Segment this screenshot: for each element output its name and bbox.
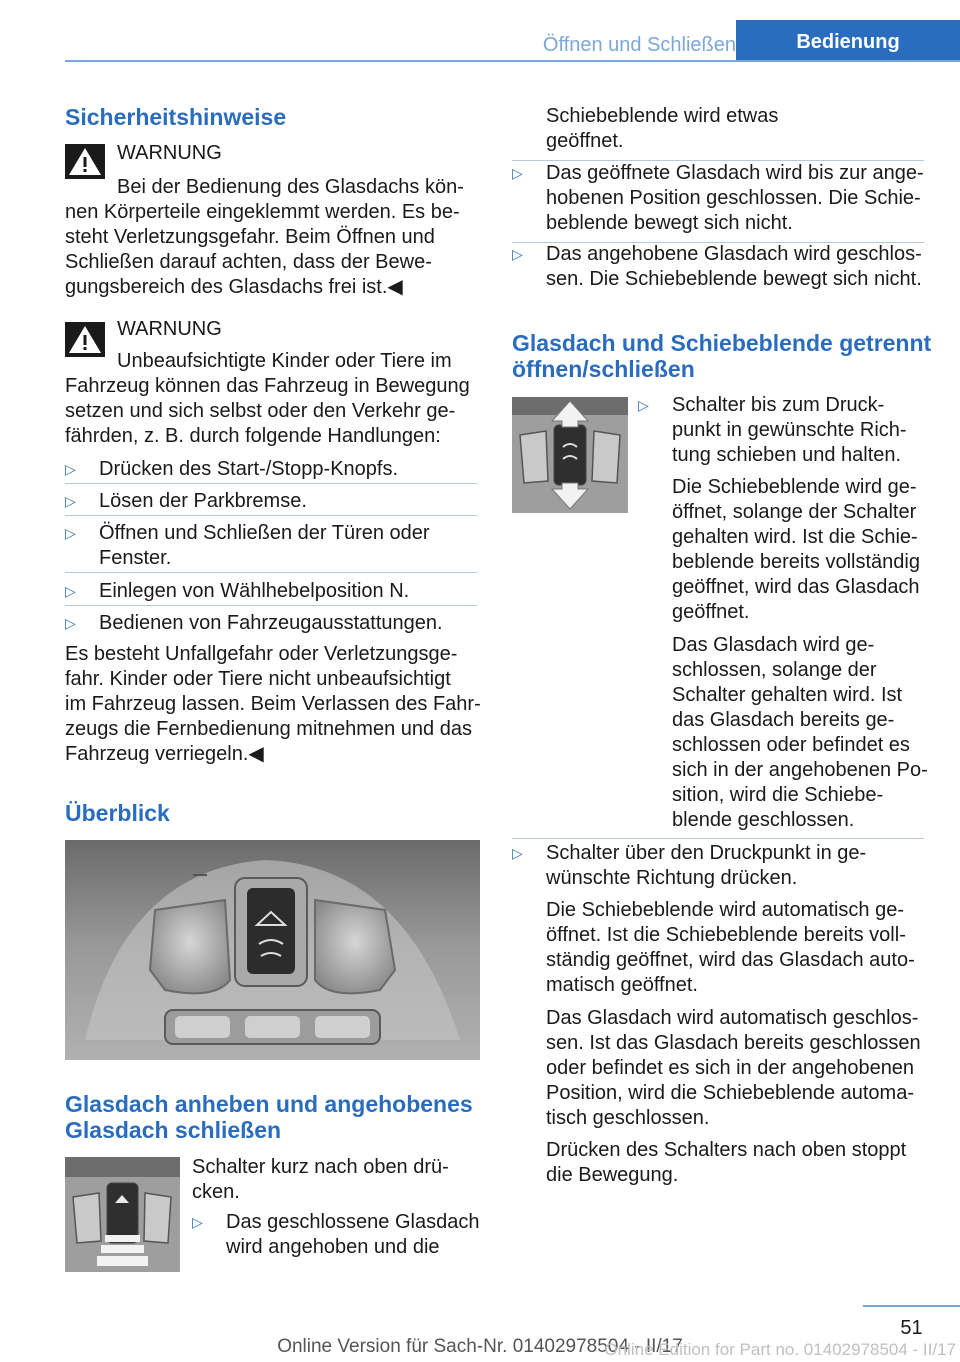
triangle-bullet-icon: ▷ xyxy=(638,397,649,413)
header-section-title: Öffnen und Schließen xyxy=(542,34,736,56)
triangle-bullet-icon: ▷ xyxy=(65,493,76,509)
list-divider xyxy=(65,483,477,484)
list-divider xyxy=(65,515,477,516)
heading-ueberblick: Überblick xyxy=(65,800,170,826)
online-version-footer: Online Version für Sach-Nr. 01402978504 - II/17 xyxy=(277,1336,683,1357)
overhead-console-photo xyxy=(65,840,480,1060)
triangle-bullet-icon: ▷ xyxy=(192,1214,203,1230)
warning-icon xyxy=(65,144,105,179)
warning-conclusion: Es besteht Unfallgefahr oder Verletzungsge- fahr. Kinder oder Tiere nicht unbeaufsichtigt im Fahrzeug lassen. Beim Verlassen des Fahr- zeugs die Fernbedienung mitnehmen und das Fahrzeug verriegeln.◀ xyxy=(65,643,481,765)
list-divider xyxy=(65,605,477,606)
header-rule xyxy=(65,60,960,62)
triangle-bullet-icon: ▷ xyxy=(65,583,76,599)
paragraph-open: Die Schiebeblende wird ge- öffnet, solange der Schalter gehalten wird. Ist die Schie- beblende bereits vollständig geöffnet, wird das Glasdach geöffnet. xyxy=(672,476,920,623)
warning-label: WARNUNG xyxy=(117,318,222,340)
triangle-bullet-icon: ▷ xyxy=(512,246,523,262)
triangle-bullet-icon: ▷ xyxy=(65,525,76,541)
warning-body: nen Körperteile eingeklemmt werden. Es be- steht Verletzungsgefahr. Beim Öffnen und Schließen darauf achten, dass der Bewe- gungsbereich des Glasdachs frei ist.◀ xyxy=(65,201,460,298)
paragraph-auto-close: Das Glasdach wird automatisch geschlos- sen. Ist das Glasdach bereits geschlossen oder befindet es sich in der angehobenen Position, wird die Schiebeblende automa- tisch geschlossen. xyxy=(546,1007,921,1129)
switch-tilt-photo xyxy=(65,1157,180,1272)
paragraph-stop: Drücken des Schalters nach oben stoppt die Bewegung. xyxy=(546,1139,907,1186)
watermark: Online Edition for Part no. 01402978504 - II/17 xyxy=(604,1340,956,1359)
heading-glasdach-anheben: Glasdach anheben und angehobenes Glasdach schließen xyxy=(65,1091,473,1143)
continued-text: Schiebeblende wird etwas geöffnet. xyxy=(546,105,779,152)
triangle-bullet-icon: ▷ xyxy=(65,615,76,631)
paragraph-auto-open: Die Schiebeblende wird automatisch ge- öffnet. Ist die Schiebeblende bereits voll- ständig geöffnet, wird das Glasdach auto- matisch geöffnet. xyxy=(546,899,915,996)
list-divider xyxy=(65,572,477,573)
triangle-bullet-icon: ▷ xyxy=(512,845,523,861)
warning-body: Fahrzeug können das Fahrzeug in Bewegung setzen und sich selbst oder den Verkehr ge- fährden, z. B. durch folgende Handlungen: xyxy=(65,375,470,447)
warning-label: WARNUNG xyxy=(117,142,222,164)
triangle-bullet-icon: ▷ xyxy=(512,165,523,181)
warning-icon xyxy=(65,322,105,357)
list-divider xyxy=(512,838,924,839)
heading-sicherheitshinweise: Sicherheitshinweise xyxy=(65,104,287,130)
page-number: 51 xyxy=(900,1317,923,1339)
page-number-rule xyxy=(863,1305,960,1307)
paragraph-close: Das Glasdach wird ge- schlossen, solange der Schalter gehalten wird. Ist das Glasdach bereits ge- schlossen oder befindet es sich in der angehobenen Po- sition, wird die Schiebe- blende geschlossen. xyxy=(672,634,928,831)
raise-instruction: Schalter kurz nach oben drü- cken. xyxy=(192,1156,449,1203)
warning-first-line: Unbeaufsichtigte Kinder oder Tiere im xyxy=(117,350,452,372)
heading-getrennt: Glasdach und Schiebeblende getrennt öffnen/schließen xyxy=(512,330,932,382)
switch-slide-photo xyxy=(512,397,628,513)
header-chapter-tab: Bedienung xyxy=(736,20,960,62)
triangle-bullet-icon: ▷ xyxy=(65,461,76,477)
warning-first-line: Bei der Bedienung des Glasdachs kön- xyxy=(117,176,464,198)
